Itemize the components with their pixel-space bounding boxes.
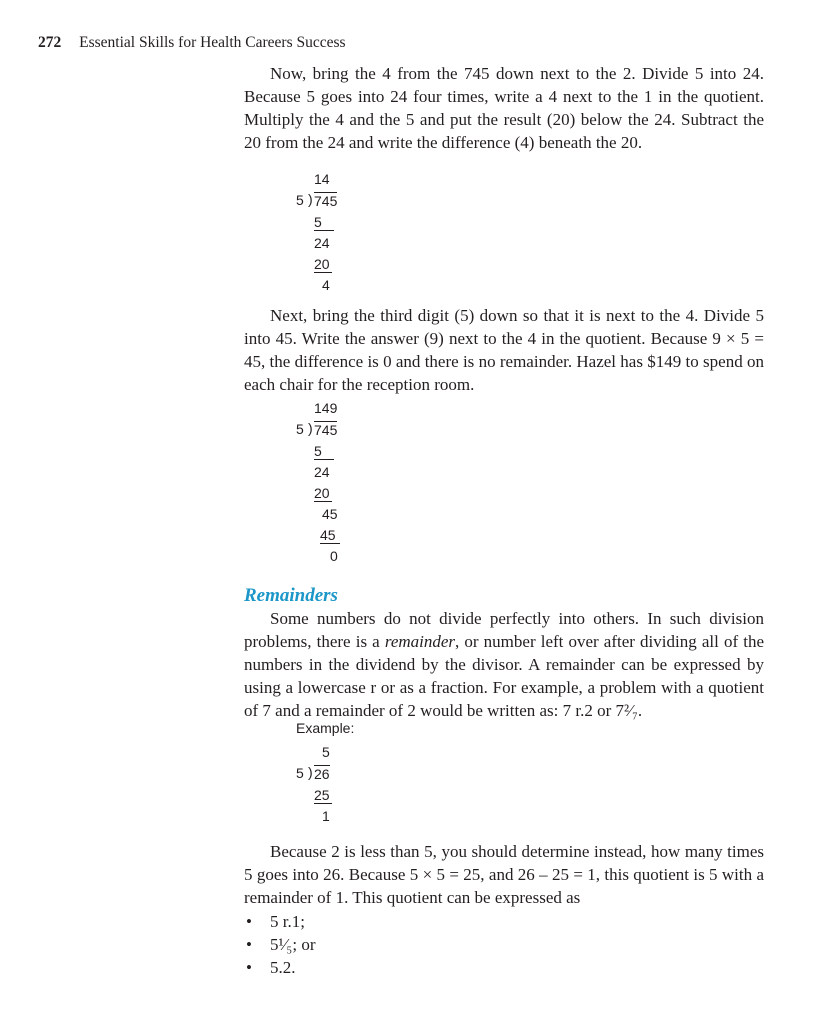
division-bracket: ) (308, 191, 313, 207)
paragraph-2: Next, bring the third digit (5) down so that it is next to the 4. Divide 5 into 45. Write the answer (9) next to the 4 in the quotient. Because 9 × 5 = 45, the difference is 0 and there is no remainder. Hazel has $149 to spend on each chair for the reception room. (244, 306, 764, 394)
term-remainder: remainder (384, 632, 456, 651)
step-remainder: 1 (322, 808, 330, 824)
paragraph-3 (244, 607, 764, 722)
quotient: 149 (314, 400, 338, 416)
dividend: 26 (314, 766, 330, 782)
divisor: 5 (296, 421, 304, 437)
list-item (244, 933, 316, 956)
paragraph-2-block (244, 304, 764, 396)
example-label: Example: (296, 720, 355, 736)
step-remainder: 4 (322, 277, 330, 293)
division-bracket: ) (308, 420, 313, 436)
running-head (38, 34, 346, 52)
step-remainder: 0 (330, 548, 338, 564)
list-item-text: 5.2. (270, 958, 296, 977)
step-product: 5 (314, 214, 334, 231)
paragraph-1: Now, bring the 4 from the 745 down next to the 2. Divide 5 into 24. Because 5 goes into 24 four times, write a 4 next to the 1 in the quotient. Multiply the 4 and the 5 and put the result (20) below the 24. Subtract the 20 from the 24 and write the difference (4) beneath the 20. (244, 64, 764, 152)
paragraph-1-block (244, 62, 764, 154)
step-remainder: 45 (322, 506, 338, 522)
dividend: 745 (314, 422, 338, 438)
list-item (244, 956, 316, 979)
section-heading: Remainders (244, 585, 338, 606)
page-number: 272 (38, 34, 62, 51)
quotient: 5 (322, 744, 330, 760)
bullet-icon: • (246, 935, 252, 954)
step-remainder: 24 (314, 464, 330, 480)
paragraph-4: Because 2 is less than 5, you should determine instead, how many times 5 goes into 26. Because 5 × 5 = 25, and 26 – 25 = 1, this quotient is 5 with a remainder of 1. This quotient can be expressed as (244, 842, 764, 907)
list-item-text: 5¹⁄₅; or (270, 935, 316, 954)
paragraph-3-text: Some numbers do not divide perfectly into others. In such division problems, there is a (244, 609, 764, 651)
step-product: 45 (320, 527, 340, 544)
quotient: 14 (314, 171, 330, 187)
step-product: 20 (314, 485, 332, 502)
list-item (244, 910, 316, 933)
paragraph-4-block (244, 840, 764, 909)
divisor: 5 (296, 765, 304, 781)
step-remainder: 24 (314, 235, 330, 251)
division-bracket: ) (308, 764, 313, 780)
divisor: 5 (296, 192, 304, 208)
paragraph-3-block (244, 607, 764, 722)
step-product: 5 (314, 443, 334, 460)
step-product: 20 (314, 256, 332, 273)
list-item-text: 5 r.1; (270, 912, 305, 931)
bullet-icon: • (246, 958, 252, 977)
paragraph-3-text-cont: , or number left over after dividing all of the numbers in the dividend by the divisor. A remainder can be expressed by using a lowercase r or as a fraction. For example, a problem with a quotient of 7 and a remainder of 2 would be written as: 7 r.2 or 7²⁄₇. (244, 632, 764, 720)
book-title: Essential Skills for Health Careers Success (79, 34, 346, 51)
bullet-list (244, 910, 316, 979)
dividend: 745 (314, 193, 338, 209)
bullet-icon: • (246, 912, 252, 931)
step-product: 25 (314, 787, 332, 804)
